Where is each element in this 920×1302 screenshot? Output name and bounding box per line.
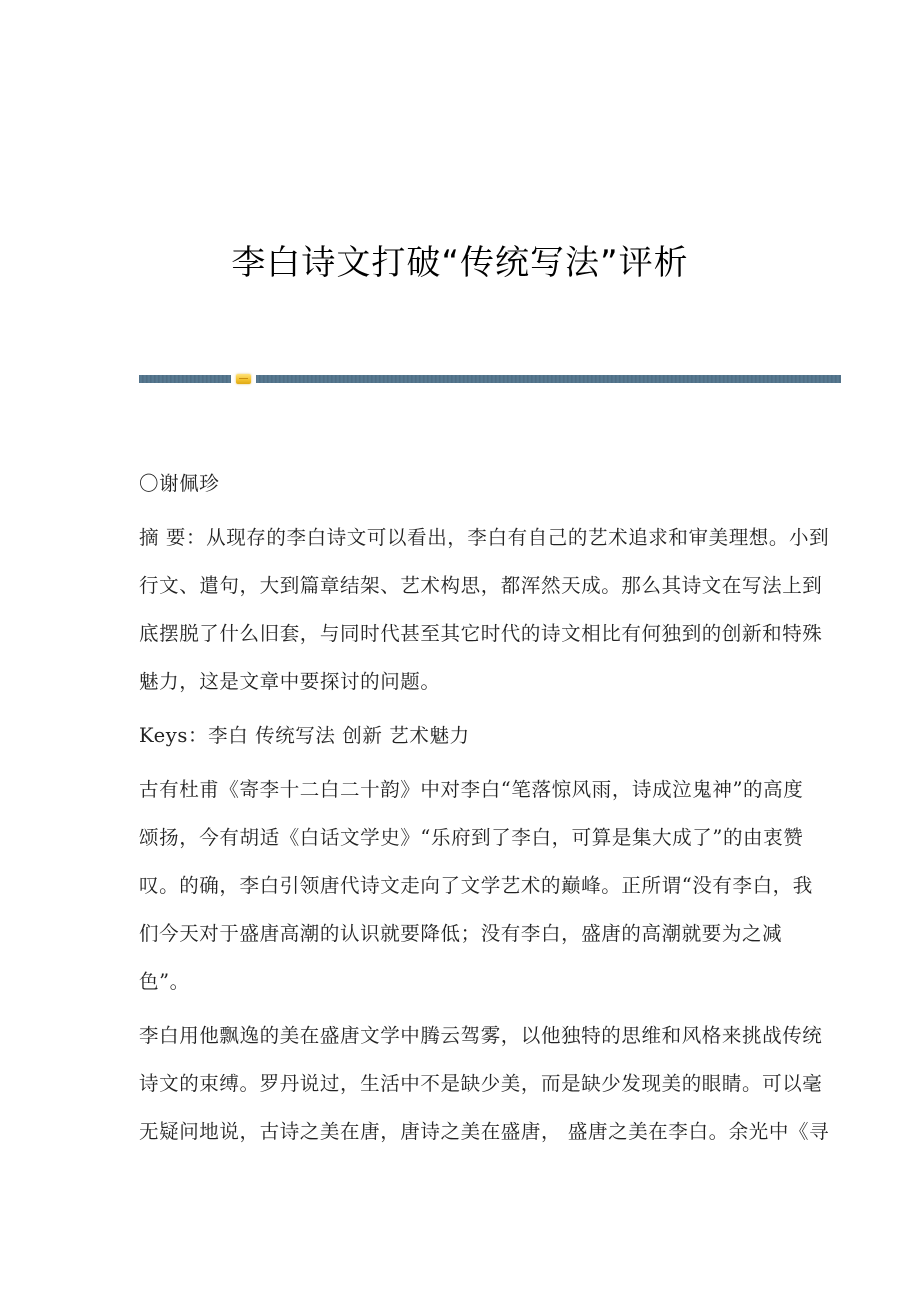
author-name: 〇谢佩珍 xyxy=(139,472,220,495)
paragraph-line: 叹。的确，李白引领唐代诗文走向了文学艺术的巅峰。正所谓“没有李白，我 xyxy=(139,874,813,897)
abstract-line: 底摆脱了什么旧套，与同时代甚至其它时代的诗文相比有何独到的创新和特殊 xyxy=(139,622,823,645)
paragraph-line: 古有杜甫《寄李十二白二十韵》中对李白“笔落惊风雨，诗成泣鬼神”的高度 xyxy=(139,778,804,801)
abstract-line: 摘 要：从现存的李白诗文可以看出，李白有自己的艺术追求和审美理想。小到 xyxy=(139,526,830,549)
page-title: 李白诗文打破“传统写法”评析 xyxy=(231,242,689,283)
title-divider xyxy=(139,375,841,384)
paragraph-1 xyxy=(139,776,813,996)
paragraph-line: 诗文的束缚。罗丹说过，生活中不是缺少美，而是缺少发现美的眼睛。可以毫 xyxy=(139,1072,823,1095)
paragraph-line: 们今天对于盛唐高潮的认识就要降低；没有李白，盛唐的高潮就要为之减 xyxy=(139,922,783,945)
abstract xyxy=(139,524,830,696)
paragraph-line: 颂扬，今有胡适《白话文学史》“乐府到了李白，可算是集大成了”的由衷赞 xyxy=(139,826,804,849)
paragraph-line: 色”。 xyxy=(139,970,190,993)
keywords-line: Keys：李白 传统写法 创新 艺术魅力 xyxy=(139,724,470,747)
keywords xyxy=(139,722,784,750)
author-line xyxy=(139,470,784,498)
abstract-line: 行文、遣句，大到篇章结架、艺术构思，都浑然天成。那么其诗文在写法上到 xyxy=(139,574,823,597)
divider-ornament-icon xyxy=(236,374,251,384)
paragraph-line: 无疑问地说，古诗之美在唐，唐诗之美在盛唐， 盛唐之美在李白。余光中《寻 xyxy=(139,1120,830,1143)
abstract-line: 魅力，这是文章中要探讨的问题。 xyxy=(139,670,441,693)
paragraph-2 xyxy=(139,1022,830,1146)
paragraph-line: 李白用他飘逸的美在盛唐文学中腾云驾雾，以他独特的思维和风格来挑战传统 xyxy=(139,1024,823,1047)
document-body xyxy=(139,470,830,1146)
divider-bar-right xyxy=(256,375,841,383)
divider-bar-left xyxy=(139,375,231,383)
